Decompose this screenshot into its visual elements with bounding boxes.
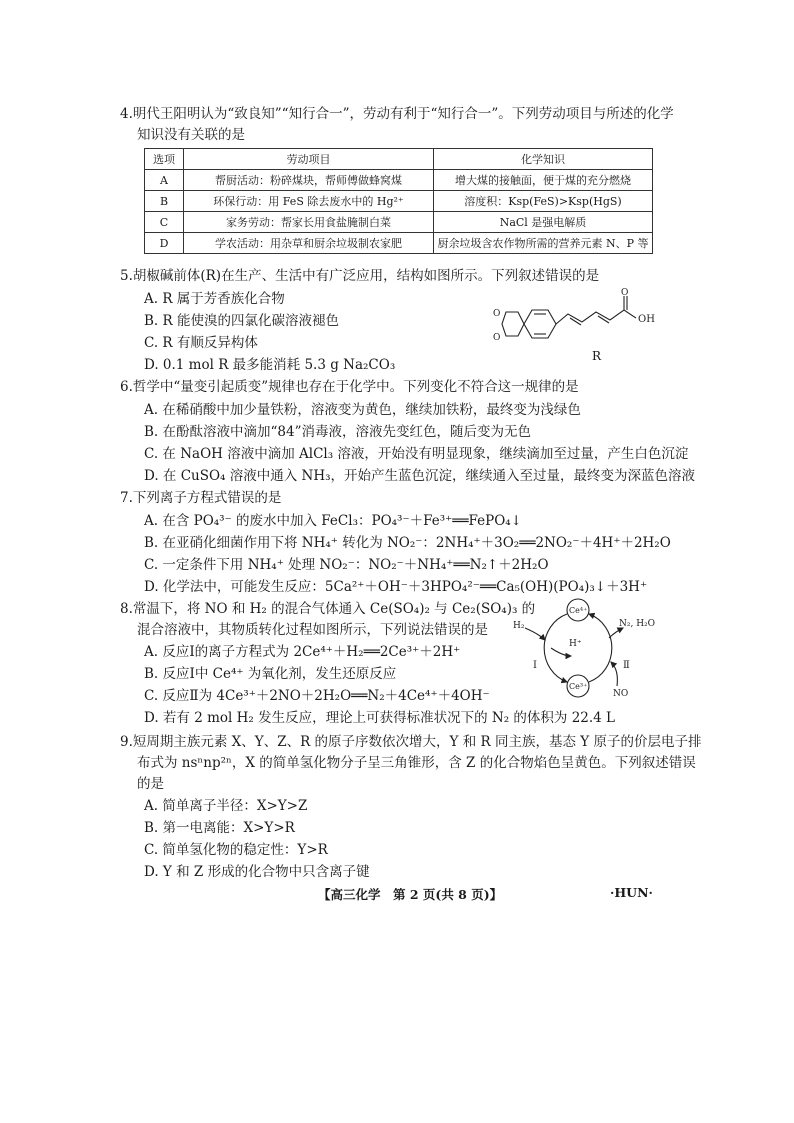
table-header-option: 选项 (145, 149, 184, 170)
table-cell-chem: 增大煤的接触面，便于煤的充分燃烧 (434, 170, 653, 191)
footer-code: ·HUN· (610, 885, 653, 900)
ce4-label: Ce⁴⁺ (569, 606, 588, 615)
dioxole-ring (502, 312, 524, 336)
q9-title: 9.短周期主族元素 X、Y、Z、R 的原子序数依次增大，Y 和 R 同主族，基态 Y 原子的价层电子排 (120, 734, 702, 750)
arrow-h2-in (525, 628, 545, 640)
products-label: N₂, H₂O (619, 619, 656, 629)
oxygen-label-top: O (493, 309, 501, 319)
table-cell-option: C (145, 212, 184, 233)
reaction-ii-label: Ⅱ (623, 660, 630, 671)
diene-chain (556, 310, 636, 324)
oxygen-label-bottom: O (493, 333, 501, 343)
footer-page-info: 【高三化学 第 2 页(共 8 页)】 (318, 887, 503, 902)
q6-option-d: D. 在 CuSO₄ 溶液中通入 NH₃，开始产生蓝色沉淀，继续通入至过量，最终变为深蓝色溶液 (144, 468, 696, 484)
carbonyl-oxygen-label: O (621, 288, 629, 298)
q4-table (144, 148, 653, 254)
table-cell-labor: 帮厨活动：粉碎煤块，帮师傅做蜂窝煤 (184, 170, 434, 191)
q9-option-b: B. 第一电离能：X>Y>R (144, 820, 295, 836)
q5-figure-caption: R (592, 349, 602, 363)
q7-title: 7.下列离子方程式错误的是 (120, 490, 282, 506)
table-cell-labor: 环保行动：用 FeS 除去废水中的 Hg²⁺ (184, 191, 434, 212)
q7-option-c: C. 一定条件下用 NH₄⁺ 处理 NO₂⁻：NO₂⁻＋NH₄⁺══N₂↑＋2H₂O (144, 557, 549, 573)
q6-option-a: A. 在稀硝酸中加少量铁粉，溶液变为黄色，继续加铁粉，最终变为浅绿色 (144, 402, 581, 418)
q8-option-d: D. 若有 2 mol H₂ 发生反应，理论上可获得标准状况下的 N₂ 的体积为 22.4 L (144, 710, 616, 726)
h2-label: H₂ (513, 621, 525, 631)
q8-option-a: A. 反应Ⅰ的离子方程式为 2Ce⁴⁺＋H₂══2Ce³⁺＋2H⁺ (144, 644, 461, 660)
q9-option-a: A. 简单离子半径：X>Y>Z (144, 798, 308, 814)
table-header-row (145, 149, 653, 170)
q5-option-d: D. 0.1 mol R 最多能消耗 5.3 g Na₂CO₃ (144, 357, 396, 373)
table-cell-option: A (145, 170, 184, 191)
q5-title: 5.胡椒碱前体(R)在生产、生活中有广泛应用，结构如图所示。下列叙述错误的是 (120, 268, 600, 284)
q9-title-cont2: 的是 (137, 776, 164, 792)
q9-option-d: D. Y 和 Z 形成的化合物中只含离子键 (144, 864, 370, 880)
q9-title-cont: 布式为 nsⁿnp²ⁿ，X 的简单氢化物分子呈三角锥形，含 Z 的化合物焰色呈黄色。下列叙述错误 (137, 755, 696, 771)
q7-option-d: D. 化学法中，可能发生反应：5Ca²⁺＋OH⁻＋3HPO₄²⁻══Ca₅(OH)(PO₄)₃↓＋3H⁺ (144, 579, 648, 595)
table-cell-option: D (145, 233, 184, 254)
q5-option-b: B. R 能使溴的四氯化碳溶液褪色 (144, 313, 339, 329)
hplus-label: H⁺ (569, 639, 582, 649)
table-row (145, 170, 653, 191)
table-cell-labor: 家务劳动：帮家长用食盐腌制白菜 (184, 212, 434, 233)
arrow-hplus-out (551, 648, 571, 656)
q8-option-c: C. 反应Ⅱ为 4Ce³⁺＋2NO＋2H₂O══N₂＋4Ce⁴⁺＋4OH⁻ (144, 688, 490, 704)
arrow-products-out (609, 628, 623, 638)
q6-title: 6.哲学中“量变引起质变”规律也存在于化学中。下列变化不符合这一规律的是 (120, 379, 579, 395)
q8-cycle-figure (505, 598, 665, 698)
arc-reaction-ii (589, 614, 612, 682)
table-header-labor: 劳动项目 (184, 149, 434, 170)
q5-structure-figure (488, 288, 668, 368)
no-label: NO (613, 689, 629, 698)
q6-option-b: B. 在酚酞溶液中滴加“84”消毒液，溶液先变红色，随后变为无色 (144, 424, 531, 440)
q5-option-c: C. R 有顺反异构体 (144, 335, 258, 351)
table-cell-chem: 溶度积：Ksp(FeS)>Ksp(HgS) (434, 191, 653, 212)
table-cell-labor: 学农活动：用杂草和厨余垃圾制农家肥 (184, 233, 434, 254)
table-row (145, 212, 653, 233)
table-cell-option: B (145, 191, 184, 212)
q8-option-b: B. 反应Ⅰ中 Ce⁴⁺ 为氧化剂，发生还原反应 (144, 666, 397, 682)
arrow-no-in (611, 662, 617, 686)
table-row (145, 233, 653, 254)
q4-title-cont: 知识没有关联的是 (137, 127, 245, 143)
q8-title: 8.常温下，将 NO 和 H₂ 的混合气体通入 Ce(SO₄)₂ 与 Ce₂(SO₄)₃ 的 (120, 601, 536, 617)
reaction-i-label: Ⅰ (533, 660, 537, 671)
q9-option-c: C. 简单氢化物的稳定性：Y>R (144, 842, 328, 858)
q4-title: 4.明代王阳明认为“致良知”“知行合一”，劳动有利于“知行合一”。下列劳动项目与所述的化学 (120, 106, 674, 122)
arc-reaction-i (544, 614, 567, 682)
ce3-label: Ce³⁺ (569, 682, 588, 691)
q6-option-c: C. 在 NaOH 溶液中滴加 AlCl₃ 溶液，开始没有明显现象，继续滴加至过量，产生白色沉淀 (144, 446, 689, 462)
table-cell-chem: NaCl 是强电解质 (434, 212, 653, 233)
table-header-chem: 化学知识 (434, 149, 653, 170)
table-cell-chem: 厨余垃圾含农作物所需的营养元素 N、P 等 (434, 233, 653, 254)
hydroxyl-label: OH (638, 314, 655, 325)
q7-option-a: A. 在含 PO₄³⁻ 的废水中加入 FeCl₃：PO₄³⁻＋Fe³⁺══FePO₄↓ (144, 513, 522, 529)
q8-title-cont: 混合溶液中，其物质转化过程如图所示，下列说法错误的是 (137, 622, 488, 638)
table-row (145, 191, 653, 212)
q5-option-a: A. R 属于芳香族化合物 (144, 291, 285, 307)
q7-option-b: B. 在亚硝化细菌作用下将 NH₄⁺ 转化为 NO₂⁻：2NH₄⁺＋3O₂══2NO₂⁻＋4H⁺＋2H₂O (144, 535, 671, 551)
